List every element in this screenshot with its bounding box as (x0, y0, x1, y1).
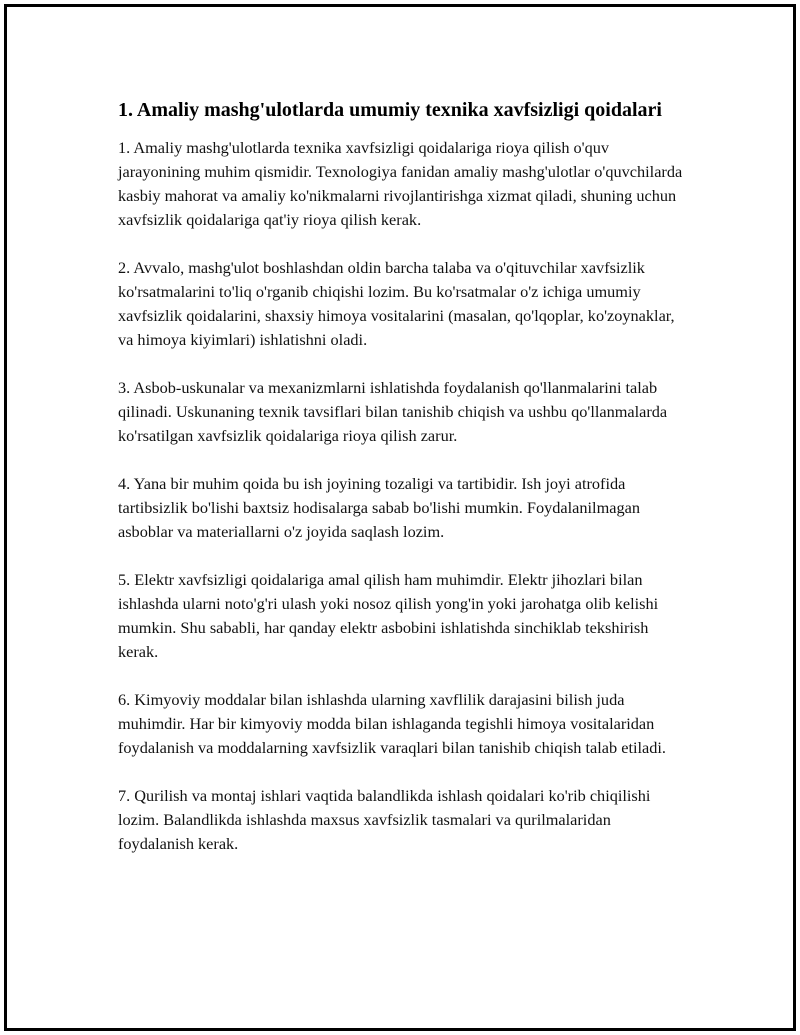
paragraph-2: 2. Avvalo, mashg'ulot boshlashdan oldin barcha talaba va o'qituvchilar xavfsizlik ko'rsatmalarini to'liq o'rganib chiqishi lozim. Bu ko'rsatmalar o'z ichiga umumiy xavfsizlik qoidalarini, shaxsiy himoya vositalarini (masalan, qo'lqoplar, ko'zoynaklar, va himoya kiyimlari) ishlatishni oladi. (118, 258, 675, 349)
document-body (118, 96, 686, 880)
paragraph-3: 3. Asbob-uskunalar va mexanizmlarni ishlatishda foydalanish qo'llanmalarini talab qilinadi. Uskunaning texnik tavsiflari bilan tanishib chiqish va ushbu qo'llanmalarda ko'rsatilgan xavfsizlik qoidalariga rioya qilish zarur. (118, 378, 668, 445)
paragraph-4: 4. Yana bir muhim qoida bu ish joyining tozaligi va tartibidir. Ish joyi atrofida tartibsizlik bo'lishi baxtsiz hodisalarga sabab bo'lishi mumkin. Foydalanilmagan asboblar va materiallarni o'z joyida saqlash lozim. (118, 474, 640, 541)
paragraph-6: 6. Kimyoviy moddalar bilan ishlashda ularning xavflilik darajasini bilish juda muhimdir. Har bir kimyoviy modda bilan ishlaganda tegishli himoya vositalaridan foydalanish va moddalarning xavfsizlik varaqlari bilan tanishib chiqish talab etiladi. (118, 690, 666, 757)
document-title: 1. Amaliy mashg'ulotlarda umumiy texnika xavfsizligi qoidalari (118, 99, 662, 121)
paragraph-5: 5. Elektr xavfsizligi qoidalariga amal qilish ham muhimdir. Elektr jihozlari bilan ishlashda ularni noto'g'ri ulash yoki nosoz qilish yong'in yoki jarohatga olib kelishi mumkin. Shu sababli, har qanday elektr asbobini ishlatishda sinchiklab tekshirish kerak. (118, 570, 659, 661)
paragraph-1: 1. Amaliy mashg'ulotlarda texnika xavfsizligi qoidalariga rioya qilish o'quv jarayonining muhim qismidir. Texnologiya fanidan amaliy mashg'ulotlar o'quvchilarda kasbiy mahorat va amaliy ko'nikmalarni rivojlantirishga xizmat qiladi, shuning uchun xavfsizlik qoidalariga qat'iy rioya qilish kerak. (118, 138, 683, 229)
paragraph-7: 7. Qurilish va montaj ishlari vaqtida balandlikda ishlash qoidalari ko'rib chiqilishi lozim. Balandlikda ishlashda maxsus xavfsizlik tasmalari va qurilmalaridan foydalanish kerak. (118, 786, 651, 853)
